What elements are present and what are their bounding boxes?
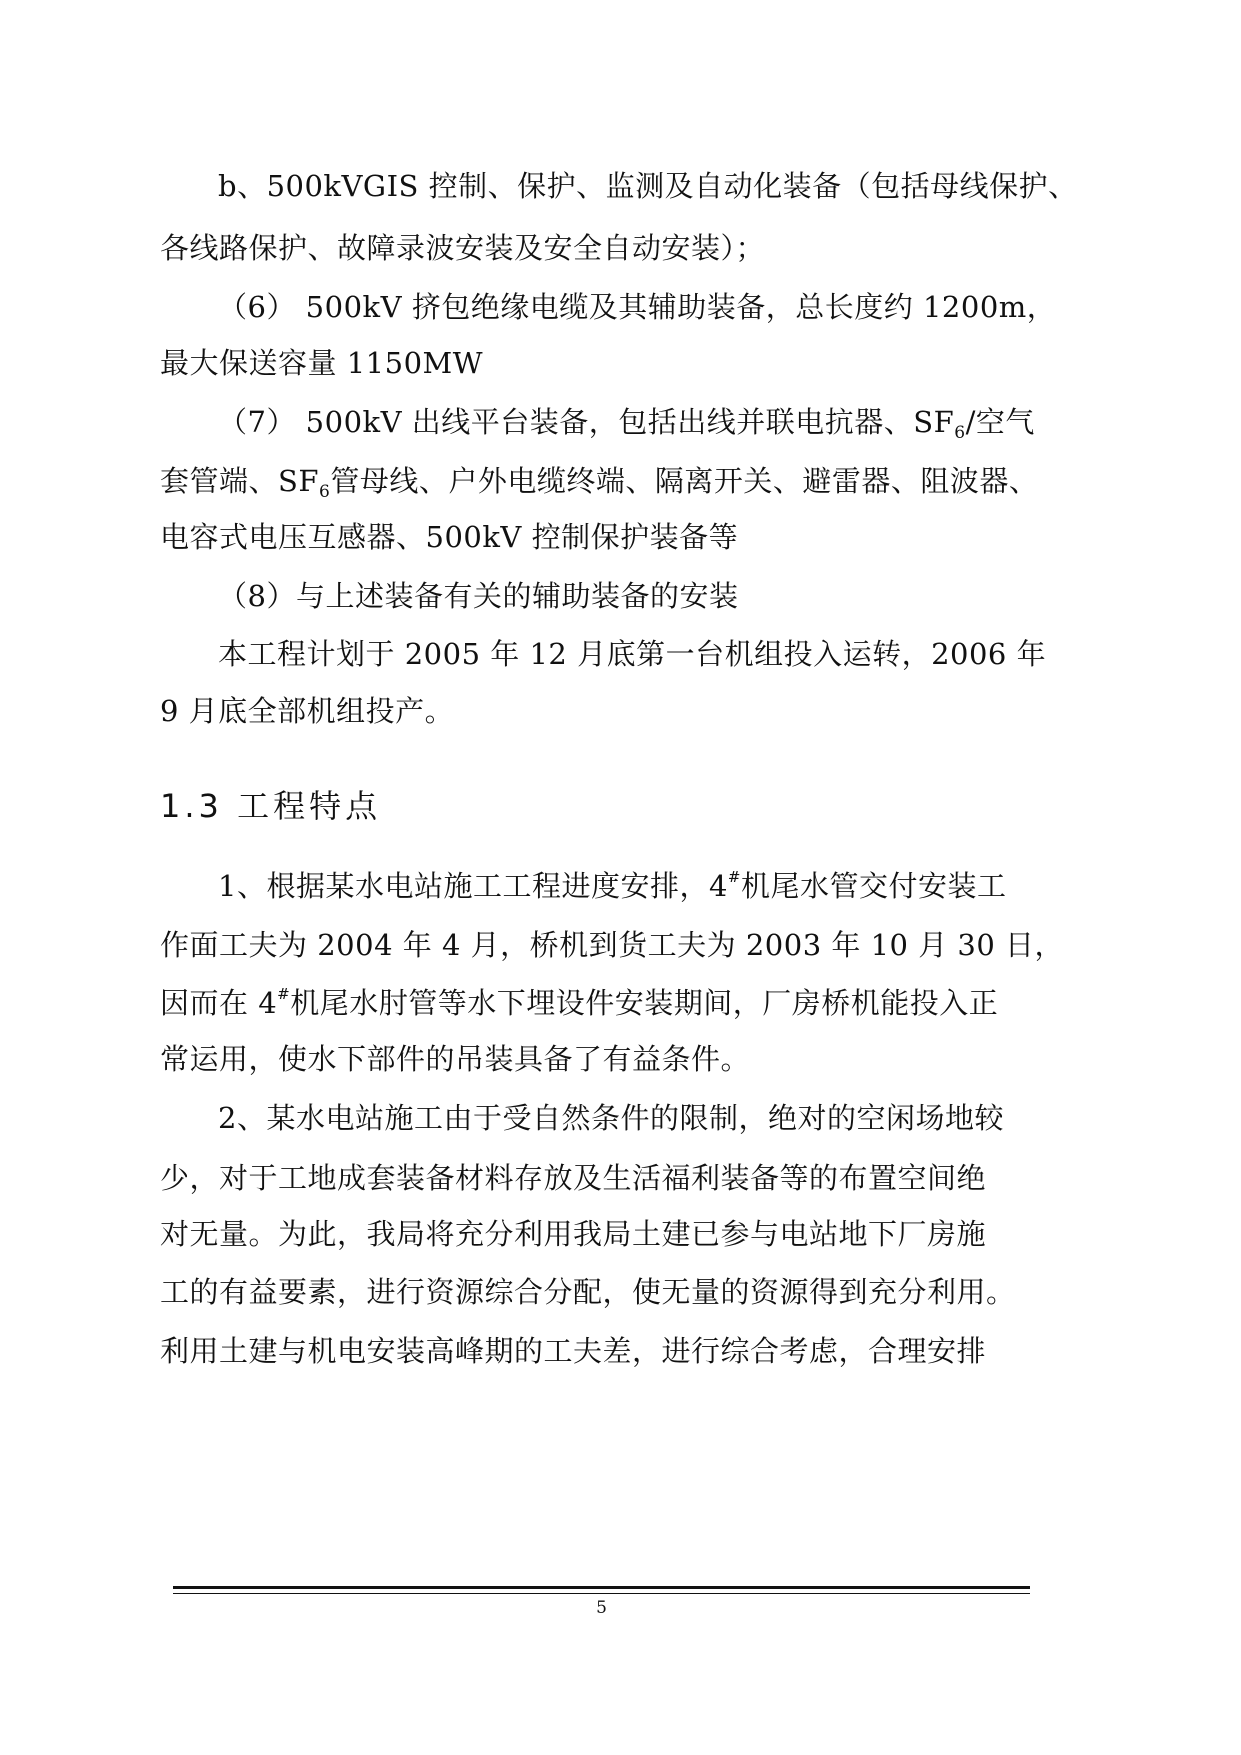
item-7-line-1: [218, 404, 1035, 443]
section-heading: 1.3 工程特点: [160, 787, 382, 825]
item-7-line-2-text-b: 管母线、户外电缆终端、隔离开关、避雷器、阻波器、: [330, 464, 1039, 498]
point-1-line-4: 常运用，使水下部件的吊装具备了有益条件。: [160, 1042, 751, 1076]
unit-number-superscript: #: [277, 985, 291, 1003]
item-7-line-2: [160, 463, 1039, 502]
point-1-line-3-text-a: 因而在 4: [160, 986, 278, 1020]
item-7-line-1-text-b: /空气: [965, 405, 1035, 439]
item-7-line-2-text-a: 套管端、SF: [160, 464, 319, 498]
page-number: 5: [596, 1598, 607, 1618]
sf6-subscript: 6: [954, 423, 966, 443]
point-2-line-1: 2、某水电站施工由于受自然条件的限制，绝对的空闲场地较: [218, 1101, 1004, 1135]
point-1-line-1-text-b: 机尾水管交付安装工: [740, 869, 1007, 903]
item-6-line-1: （6） 500kV 挤包绝缘电缆及其辅助装备，总长度约 1200m，: [218, 290, 1057, 324]
item-b-line-2: 各线路保护、故障录波安装及安全自动安装）；: [160, 231, 766, 265]
item-8-line-1: （8）与上述装备有关的辅助装备的安装: [218, 579, 739, 613]
sf6-subscript: 6: [319, 482, 331, 502]
point-1-line-3-text-b: 机尾水肘管等水下埋设件安装期间，厂房桥机能投入正: [290, 986, 999, 1020]
schedule-line-2: 9 月底全部机组投产。: [160, 694, 455, 728]
point-1-line-2: 作面工夫为 2004 年 4 月，桥机到货工夫为 2003 年 10 月 30 日，: [160, 928, 1065, 962]
item-b-line-1: b、500kVGIS 控制、保护、监测及自动化装备（包括母线保护、: [218, 169, 1078, 203]
point-2-line-4: 工的有益要素，进行资源综合分配，使无量的资源得到充分利用。: [160, 1275, 1016, 1309]
point-1-line-3: [160, 985, 998, 1021]
point-2-line-2: 少，对于工地成套装备材料存放及生活福利装备等的布置空间绝: [160, 1161, 987, 1195]
point-1-line-1-text-a: 1、根据某水电站施工工程进度安排，4: [218, 869, 728, 903]
footer-rule-thin: [173, 1593, 1030, 1594]
item-6-line-2: 最大保送容量 1150MW: [160, 346, 484, 380]
unit-number-superscript: #: [727, 868, 741, 886]
item-7-line-1-text-a: （7） 500kV 出线平台装备，包括出线并联电抗器、SF: [218, 405, 955, 439]
footer-rule-thick: [173, 1586, 1030, 1589]
schedule-line-1: 本工程计划于 2005 年 12 月底第一台机组投入运转，2006 年: [218, 637, 1047, 671]
item-7-line-3: 电容式电压互感器、500kV 控制保护装备等: [160, 520, 739, 554]
point-2-line-5: 利用土建与机电安装高峰期的工夫差，进行综合考虑，合理安排: [160, 1334, 987, 1368]
point-1-line-1: [218, 868, 1007, 904]
point-2-line-3: 对无量。为此，我局将充分利用我局土建已参与电站地下厂房施: [160, 1217, 987, 1251]
